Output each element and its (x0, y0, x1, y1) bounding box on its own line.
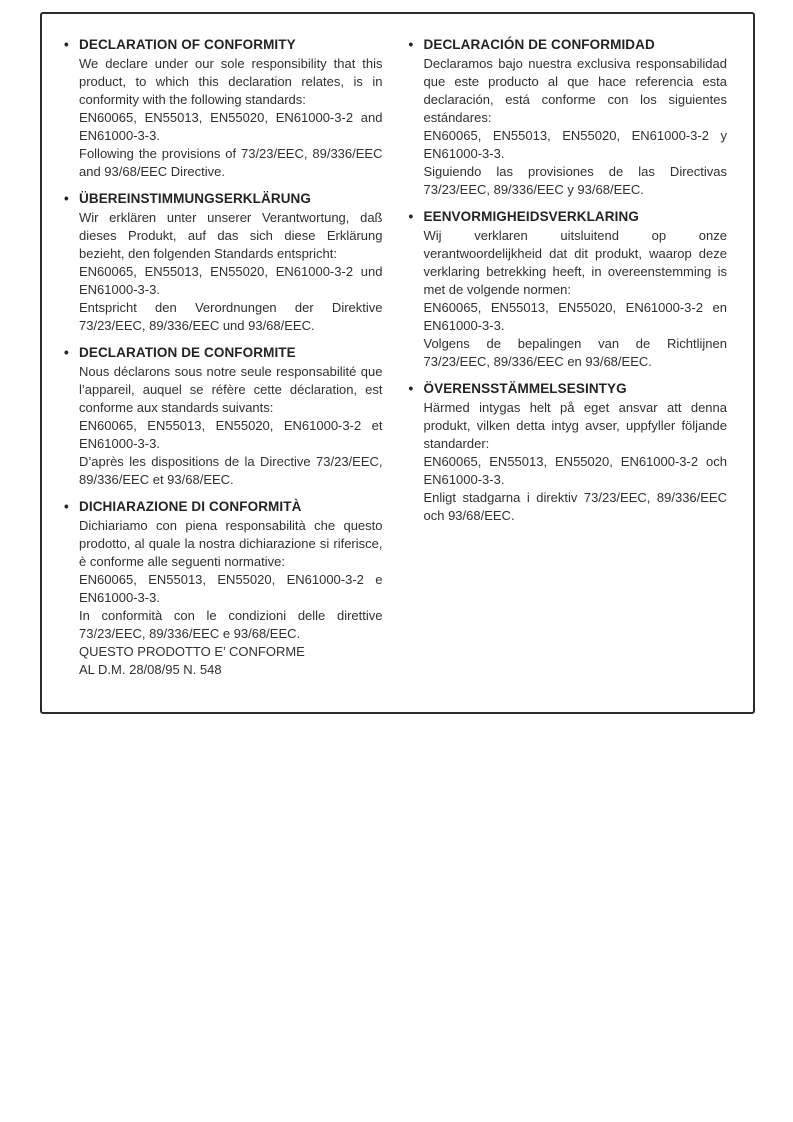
section-declaration-en (64, 36, 383, 181)
section-paragraph: EN60065, EN55013, EN55020, EN61000-3-2 et EN61000-3-3. (79, 418, 383, 451)
bullet-icon: • (408, 37, 414, 52)
section-paragraph: We declare under our sole responsibility that this product, to which this declaration relates, is in conformity with the following standards: (79, 56, 383, 107)
section-declaration-sv (409, 380, 728, 525)
section-paragraph: EN60065, EN55013, EN55020, EN61000-3-2 e EN61000-3-3. (79, 572, 383, 605)
section-paragraph: Nous déclarons sous notre seule responsabilité que l’appareil, auquel se réfère cette déclaration, est conforme aux standards suivants: (79, 364, 383, 415)
section-paragraph: AL D.M. 28/08/95 N. 548 (79, 662, 222, 677)
section-paragraph: In conformità con le condizioni delle direttive 73/23/EEC, 89/336/EEC e 93/68/EEC. (79, 608, 383, 641)
section-paragraph: Declaramos bajo nuestra exclusiva responsabilidad que este producto al que hace referencia esta declaración, está conforme con los siguientes estándares: (423, 56, 727, 125)
section-title-text: DICHIARAZIONE DI CONFORMITÀ (79, 499, 302, 514)
two-column-layout (64, 36, 727, 688)
section-title-text: ÖVERENSSTÄMMELSESINTYG (423, 381, 627, 396)
section-paragraph: Dichiariamo con piena responsabilità che questo prodotto, al quale la nostra dichiarazione si riferisce, è conforme alle seguenti normative: (79, 518, 383, 569)
section-paragraph: EN60065, EN55013, EN55020, EN61000-3-2 und EN61000-3-3. (79, 264, 383, 297)
section-title-text: DECLARATION OF CONFORMITY (79, 37, 296, 52)
section-declaration-es (409, 36, 728, 199)
bullet-icon: • (64, 191, 69, 206)
bullet-icon: • (64, 37, 69, 52)
section-paragraph: EN60065, EN55013, EN55020, EN61000-3-2 and EN61000-3-3. (79, 110, 383, 143)
section-paragraph: Wij verklaren uitsluitend op onze verantwoordelijkheid dat dit produkt, waarop deze verklaring betrekking heeft, in overeenstemming is met de volgende normen: (423, 228, 727, 297)
section-paragraph: Härmed intygas helt på eget ansvar att denna produkt, vilken detta intyg avser, uppfyller följande standarder: (423, 400, 727, 451)
section-paragraph: EN60065, EN55013, EN55020, EN61000-3-2 y EN61000-3-3. (423, 128, 727, 161)
section-title-text: DECLARACIÓN DE CONFORMIDAD (423, 37, 655, 52)
section-title-en (64, 36, 383, 54)
section-title-nl (408, 208, 728, 226)
section-title-text: EENVORMIGHEIDSVERKLARING (423, 209, 639, 224)
section-paragraph: D’après les dispositions de la Directive 73/23/EEC, 89/336/EEC et 93/68/EEC. (79, 454, 383, 487)
section-title-es (408, 36, 728, 54)
section-title-text: DECLARATION DE CONFORMITE (79, 345, 296, 360)
right-column (409, 36, 728, 688)
section-title-de (64, 190, 383, 208)
section-title-it (64, 498, 383, 516)
section-paragraph: Enligt stadgarna i direktiv 73/23/EEC, 89/336/EEC och 93/68/EEC. (423, 490, 727, 523)
left-column (64, 36, 383, 688)
section-declaration-de (64, 190, 383, 335)
bullet-icon: • (408, 209, 414, 224)
section-paragraph: Siguiendo las provisiones de las Directivas 73/23/EEC, 89/336/EEC y 93/68/EEC. (423, 164, 727, 197)
section-paragraph: QUESTO PRODOTTO E’ CONFORME (79, 644, 305, 659)
bullet-icon: • (64, 345, 69, 360)
declaration-border-box (40, 12, 755, 714)
section-declaration-nl (409, 208, 728, 371)
bullet-icon: • (408, 381, 414, 396)
section-paragraph: Following the provisions of 73/23/EEC, 89/336/EEC and 93/68/EEC Directive. (79, 146, 383, 179)
section-title-text: ÜBEREINSTIMMUNGSERKLÄRUNG (79, 191, 311, 206)
section-declaration-it (64, 498, 383, 679)
bullet-icon: • (64, 499, 69, 514)
section-paragraph: EN60065, EN55013, EN55020, EN61000-3-2 en EN61000-3-3. (423, 300, 727, 333)
section-title-sv (408, 380, 728, 398)
section-paragraph: Volgens de bepalingen van de Richtlijnen 73/23/EEC, 89/336/EEC en 93/68/EEC. (423, 336, 727, 369)
section-title-fr (64, 344, 383, 362)
section-paragraph: EN60065, EN55013, EN55020, EN61000-3-2 och EN61000-3-3. (423, 454, 727, 487)
section-paragraph: Wir erklären unter unserer Verantwortung, daß dieses Produkt, auf das sich diese Erklärung bezieht, den folgenden Standards entspricht: (79, 210, 383, 261)
section-paragraph: Entspricht den Verordnungen der Direktive 73/23/EEC, 89/336/EEC und 93/68/EEC. (79, 300, 383, 333)
section-declaration-fr (64, 344, 383, 489)
